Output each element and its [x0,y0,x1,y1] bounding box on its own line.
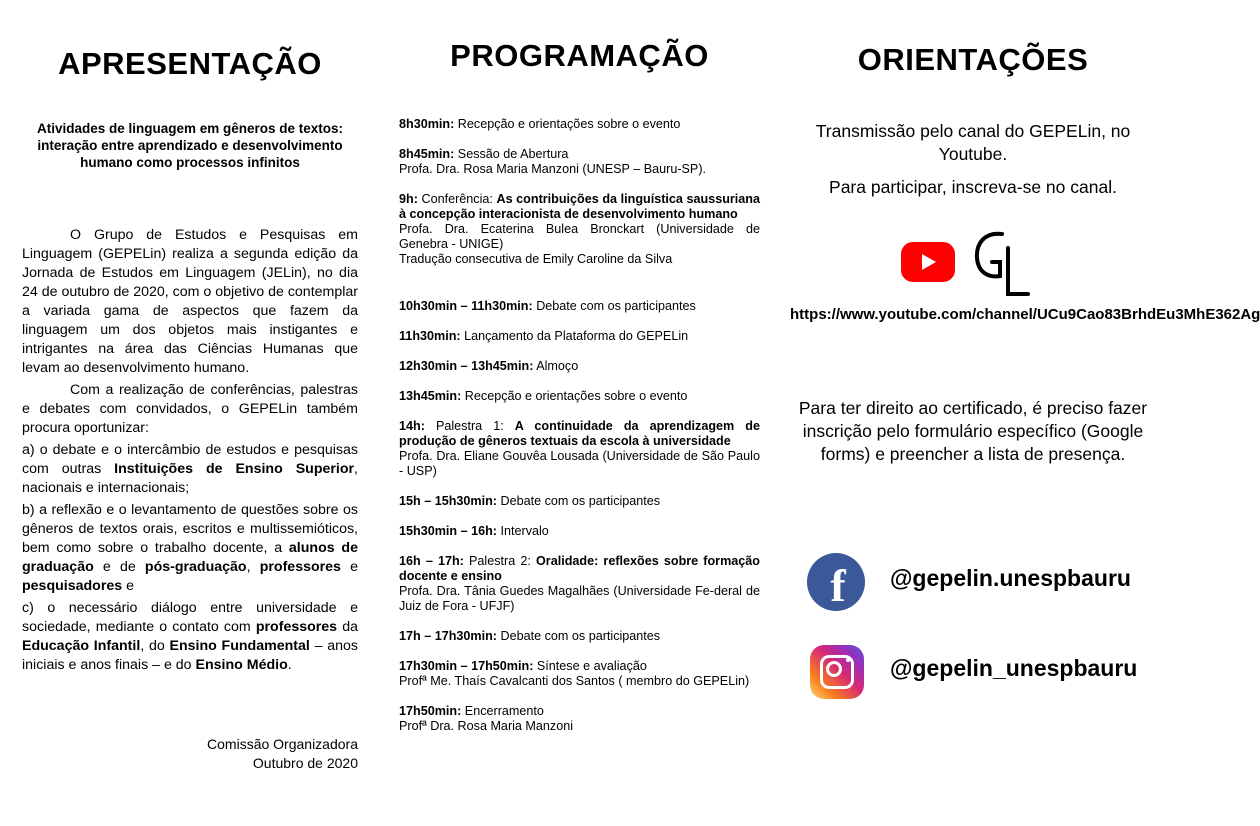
signature-committee: Comissão Organizadora [207,736,358,752]
apresentacao-title: APRESENTAÇÃO [58,46,322,81]
programacao-title: PROGRAMAÇÃO [450,38,709,73]
apresentacao-item-a: a) o debate e o intercâmbio de estudos e pesquisas com outras Instituições de Ensino Superior, nacionais e internacionais; [22,442,358,496]
schedule-item: 10h30min – 11h30min: Debate com os participantes [399,299,696,313]
schedule-item: 11h30min: Lançamento da Plataforma do GEPELin [399,329,689,343]
apresentacao-paragraph-1: O Grupo de Estudos e Pesquisas em Linguagem (GEPELin) realiza a segunda edição da Jornada de Estudos em Linguagem (JELin), no dia 24 de outubro de 2020, com o objetivo de contemplar a variada gama de aspectos que fazem da linguagem um dos objetos mais instigantes e intrigantes na área das Ciências Humanas que levam ao desenvolvimento humano. [22,227,358,376]
schedule-item: 14h: Palestra 1: A continuidade da aprendizagem de produção de gêneros textuais da escola à universidade Profa. Dra. Eliane Gouvêa Lousada (Universidade de São Paulo - USP) [399,419,760,478]
schedule-item: 17h – 17h30min: Debate com os participantes [399,629,661,643]
play-icon [922,254,936,270]
facebook-icon[interactable]: f [807,553,865,611]
schedule-item: 15h30min – 16h: Intervalo [399,524,549,538]
schedule-item: 17h30min – 17h50min: Síntese e avaliação Profª Me. Thaís Cavalcanti dos Santos ( membro do GEPELin) [399,659,750,688]
schedule-item: 8h45min: Sessão de Abertura Profa. Dra. Rosa Maria Manzoni (UNESP – Bauru-SP). [399,147,707,176]
apresentacao-paragraph-2: Com a realização de conferências, palestras e debates com convidados, o GEPELin também procura oportunizar: [22,382,358,436]
schedule-item: 9h: Conferência: As contribuições da linguística saussuriana à concepção interacionista de desenvolvimento humano Profa. Dra. Ecaterina Bulea Bronckart (Universidade de Genebra - UNIGE) Tradução consecutiva de Emily Caroline da Silva [399,192,760,266]
youtube-channel-link[interactable]: https://www.youtube.com/channel/UCu9Cao83BrhdEu3MhE362Ag [790,306,1260,323]
facebook-handle[interactable]: @gepelin.unespbauru [890,565,1131,591]
apresentacao-item-c: c) o necessário diálogo entre universidade e sociedade, mediante o contato com professores da Educação Infantil, do Ensino Fundamental – anos iniciais e anos finais – e do Ensino Médio. [22,600,358,673]
participar-text: Para participar, inscreva-se no canal. [829,177,1117,197]
schedule-item: 12h30min – 13h45min: Almoço [399,359,579,373]
youtube-icon[interactable] [901,242,955,282]
transmissao-text: Transmissão pelo canal do GEPELin, no Youtube. [815,121,1131,164]
instagram-handle[interactable]: @gepelin_unespbauru [890,655,1138,681]
schedule-item: 8h30min: Recepção e orientações sobre o evento [399,117,681,131]
schedule-item: 16h – 17h: Palestra 2: Oralidade: reflexões sobre formação docente e ensino Profa. Dra. Tânia Guedes Magalhães (Universidade Fe-deral de Juiz de Fora - UFJF) [399,554,760,613]
signature [22,735,358,773]
apresentacao-subtitle: Atividades de linguagem em gêneros de textos: interação entre aprendizado e desenvolvimento humano como processos infinitos [36,121,344,170]
instagram-icon[interactable] [810,645,864,699]
schedule-item: 17h50min: Encerramento Profª Dra. Rosa Maria Manzoni [399,704,574,733]
signature-date: Outubro de 2020 [252,755,358,771]
gepelin-logo-icon [970,228,1030,300]
programacao-list [399,117,760,749]
certificado-text: Para ter direito ao certificado, é preciso fazer inscrição pelo formulário específico (Google forms) e preencher a lista de presença. [798,398,1148,464]
apresentacao-item-b: b) a reflexão e o levantamento de questões sobre os gêneros de textos orais, escritos e multissemióticos, bem como sobre o trabalho docente, a alunos de graduação e de pós-graduação, professores e pesquisadores e [22,502,358,594]
schedule-item: 15h – 15h30min: Debate com os participantes [399,494,661,508]
orientacoes-title: ORIENTAÇÕES [857,42,1089,77]
schedule-item: 13h45min: Recepção e orientações sobre o evento [399,389,688,403]
apresentacao-body [22,226,358,678]
